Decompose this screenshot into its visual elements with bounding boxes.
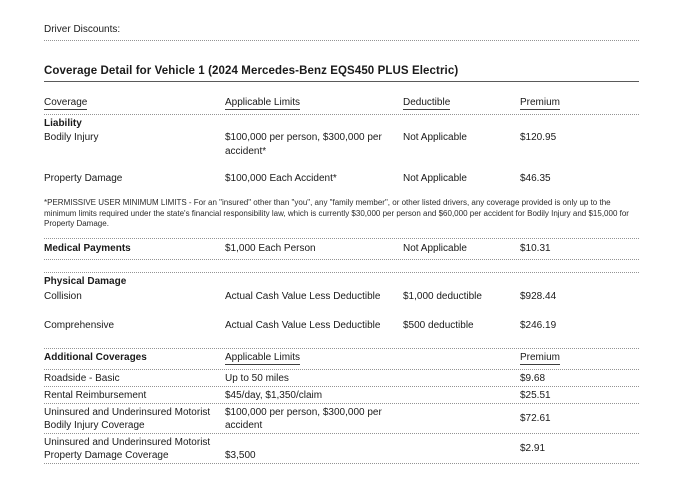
coverage-deductible: Not Applicable: [403, 242, 467, 254]
coverage-limits: $100,000 per person, $300,000 per accident*: [225, 132, 382, 157]
coverage-deductible: $500 deductible: [403, 319, 474, 331]
column-header-applicable-limits: Applicable Limits: [225, 97, 301, 108]
coverage-limits: Actual Cash Value Less Deductible: [225, 319, 381, 331]
permissive-user-note: *PERMISSIVE USER MINIMUM LIMITS - For an "insured" other than "you", any "family member", or other listed drivers, any coverage provided is only up to the minimum limits required under the state's financial responsibility law, which is currently $30,000 per person and $60,000 per accident for Bodily Injury and $15,000 for Property Damage.: [44, 198, 629, 228]
coverage-table-header-row: [44, 97, 639, 115]
coverage-name: Property Damage: [44, 173, 123, 184]
coverage-row-bodily-injury: [44, 131, 639, 159]
coverage-limits: Up to 50 miles: [225, 372, 289, 384]
column-header-deductible: Deductible: [403, 97, 451, 108]
coverage-limits: Actual Cash Value Less Deductible: [225, 290, 381, 302]
coverage-premium: $46.35: [520, 173, 551, 184]
coverage-limits: $3,500: [225, 449, 256, 461]
coverage-deductible: $1,000 deductible: [403, 290, 482, 302]
additional-row-uim-bodily-injury: [44, 404, 639, 434]
coverage-name: Uninsured and Underinsured Motorist Bodily Injury Coverage: [44, 406, 211, 431]
additional-coverages-table: [44, 349, 639, 464]
coverage-premium: $9.68: [520, 372, 546, 384]
coverage-limits: $100,000 per person, $300,000 per accident: [225, 406, 382, 431]
coverage-premium: $120.95: [520, 132, 557, 143]
coverage-row-collision: [44, 291, 639, 303]
divider: [44, 260, 639, 273]
coverage-row-property-damage: [44, 173, 639, 185]
coverage-premium: $928.44: [520, 290, 557, 302]
column-header-premium: Premium: [520, 351, 561, 363]
coverage-name: Comprehensive: [44, 319, 115, 331]
coverage-name: Roadside - Basic: [44, 372, 120, 384]
column-header-applicable-limits: Applicable Limits: [225, 351, 301, 363]
additional-row-roadside: [44, 370, 639, 387]
coverage-deductible: Not Applicable: [403, 173, 467, 184]
section-heading-physical-damage: Physical Damage: [44, 275, 127, 287]
coverage-name: Bodily Injury: [44, 132, 99, 143]
coverage-row-medical-payments: [44, 239, 639, 260]
additional-table-header-row: [44, 349, 639, 370]
coverage-detail-table: [44, 97, 639, 349]
divider: [44, 332, 639, 349]
column-header-additional-coverages: Additional Coverages: [44, 351, 147, 363]
coverage-premium: $72.61: [520, 413, 551, 424]
driver-discounts-label: Driver Discounts:: [44, 24, 121, 35]
coverage-name: Medical Payments: [44, 242, 131, 254]
column-header-coverage: Coverage: [44, 97, 88, 108]
additional-row-uim-property-damage: [44, 434, 639, 464]
coverage-premium: $2.91: [520, 443, 546, 454]
coverage-row-comprehensive: [44, 320, 639, 332]
coverage-name: Uninsured and Underinsured Motorist Property Damage Coverage: [44, 436, 211, 461]
coverage-premium: $25.51: [520, 389, 551, 401]
coverage-limits: $100,000 Each Accident*: [225, 173, 337, 184]
coverage-limits: $45/day, $1,350/claim: [225, 389, 323, 401]
coverage-name: Collision: [44, 290, 82, 302]
column-header-premium: Premium: [520, 97, 561, 108]
coverage-limits: $1,000 Each Person: [225, 242, 316, 254]
divider: [44, 230, 639, 239]
coverage-premium: $246.19: [520, 319, 557, 331]
coverage-premium: $10.31: [520, 242, 551, 254]
driver-discounts-section: [44, 24, 639, 41]
page-title: Coverage Detail for Vehicle 1 (2024 Mercedes-Benz EQS450 PLUS Electric): [44, 65, 639, 82]
section-heading-liability: Liability: [44, 118, 82, 129]
coverage-deductible: Not Applicable: [403, 132, 467, 143]
coverage-name: Rental Reimbursement: [44, 389, 147, 401]
additional-row-rental-reimbursement: [44, 387, 639, 404]
